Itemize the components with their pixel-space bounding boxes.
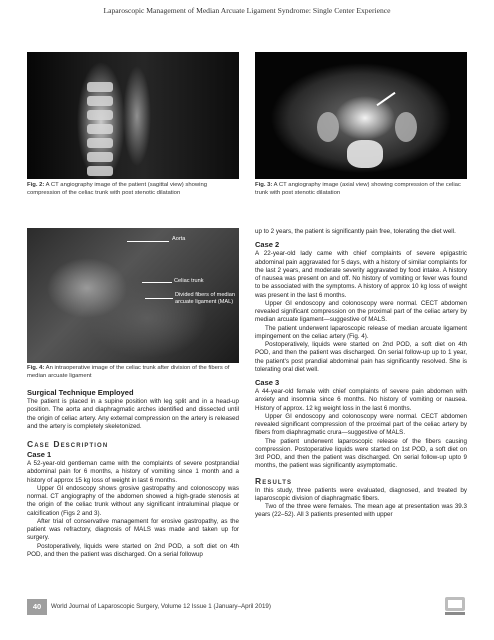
case-3-paragraph-2: Upper GI endoscopy and colonoscopy were normal. CECT abdomen revealed significant compression of the proximal part of the celiac artery by fibers from diaphragmatic crura—suggestive of MALS. [255,412,467,437]
figure-4-caption: Fig. 4: An intraoperative image of the celiac trunk after division of the fibers of median arcuate ligament [27,365,230,379]
case-2-paragraph-2: Upper GI endoscopy and colonoscopy were normal. CECT abdomen revealed significant compression on the proximal part of the celiac artery by median arcuate ligament—suggestive of MALS. [255,299,467,324]
arrow-icon [376,92,395,106]
case-1-paragraph-2: Upper GI endoscopy shows grosive gastropathy and colonoscopy was normal. CT angiography of the abdomen showed a high-grade stenosis at the origin of the celiac trunk without any significant intraluminal plaque or calcification (Figs 2 and 3). [27,484,239,517]
surgical-technique-heading: Surgical Technique Employed [27,388,134,398]
publisher-logo-icon [443,595,467,617]
figure-2-caption: Fig. 2: A CT angiography image of the patient (sagittal view) showing compression of the celiac trunk with post stenotic dilatation [27,182,207,196]
results-heading: Results [255,475,293,486]
annotation-divided-fibers: Divided fibers of median arcuate ligament (MAL) [175,292,236,305]
case-2-paragraph-4: Postoperatively, liquids were started on 2nd POD, a soft diet on 4th POD, and then the patient was discharged. On serial follow-up up to 1 year, the patient's post prandial abdominal pain has significantly resolved. She is tolerating oral diet well. [255,341,467,373]
surgical-technique-text: The patient is placed in a supine position with leg split and in a head-up position. The aorta and diaphragmatic arches identified and dissected until the origin of celiac artery. Any external compression on the artery is released and the artery is completely skeletonized. [27,398,239,430]
annotation-celiac-trunk: Celiac trunk [174,278,204,284]
figure-2-ct-sagittal [27,52,239,179]
left-column [27,365,239,559]
case-2-heading: Case 2 [255,240,280,250]
figure-3-caption: Fig. 3: A CT angiography image (axial view) showing compression of the celiac trunk with post stenotic dilatation [255,182,461,196]
figure-4-intraoperative [27,228,239,363]
page-footer [27,599,467,615]
case-1-heading: Case 1 [27,450,52,460]
case-1-paragraph-4: Postoperatively, liquids were started on 2nd POD, a soft diet on 4th POD, and then the patient was discharged. On a serial followup [27,542,239,558]
results-paragraph-2: Two of the three were females. The mean age at presentation was 39.3 years (22–52). All 3 patients presented with upper [255,503,467,519]
figure-3-ct-axial [255,52,467,179]
results-paragraph-1: In this study, three patients were evaluated, diagnosed, and treated by laparoscopic division of diaphragmatic fibers. [255,486,467,502]
running-head: Laparoscopic Management of Median Arcuate Ligament Syndrome: Single Center Experience [103,6,391,15]
annotation-aorta: Aorta [172,236,186,242]
case-2-paragraph-3: The patient underwent laparoscopic release of median arcuate ligament impingement on the celiac artery (Fig. 4). [255,324,467,340]
page-number: 40 [27,599,47,615]
case-1-paragraph-1: A 52-year-old gentleman came with the complaints of severe postprandial abdominal pain for 6 months, a history of vomiting since 1 month and a history of approx 15 kg loss of weight in last 6 months. [27,460,239,484]
case-description-heading: Case Description [27,439,109,450]
case-3-heading: Case 3 [255,378,280,387]
case-3-paragraph-3: The patient underwent laparoscopic release of the fibers causing compression. Postoperative liquids were started on 1st POD, a soft diet on 3rd POD, and then the patient was discharged. On serial follow-up upto 9 months, the patient was significantly asymptomatic. [255,437,467,470]
right-column [255,228,467,520]
case-3-paragraph-1: A 44-year-old female with chief complaints of severe pain abdomen with anxiety and insomnia since 6 months. No history of vomiting or nausea. History of approx. 12 kg weight loss in the last 6 months. [255,388,467,412]
journal-citation: World Journal of Laparoscopic Surgery, Volume 12 Issue 1 (January–April 2019) [51,603,271,610]
case-2-paragraph-1: A 22-year-old lady came with chief complaints of severe epigastric abdominal pain aggravated for 5 days, with a history of similar complaints for the last 2 years, and moderate severity aggravated by food intake. A history of nausea was present on and off. No history of vomiting or fever was found to be associated with the symptoms. A history of approx 10 kg loss of weight was present in the last 6 months. [255,250,467,299]
case-1-continued: up to 2 years, the patient is significantly pain free, tolerating the diet well. [255,228,456,235]
case-1-paragraph-3: After trial of conservative management for erosive gastropathy, as the patient was refractory, diagnosis of MALS was made and taken up for surgery. [27,517,239,542]
